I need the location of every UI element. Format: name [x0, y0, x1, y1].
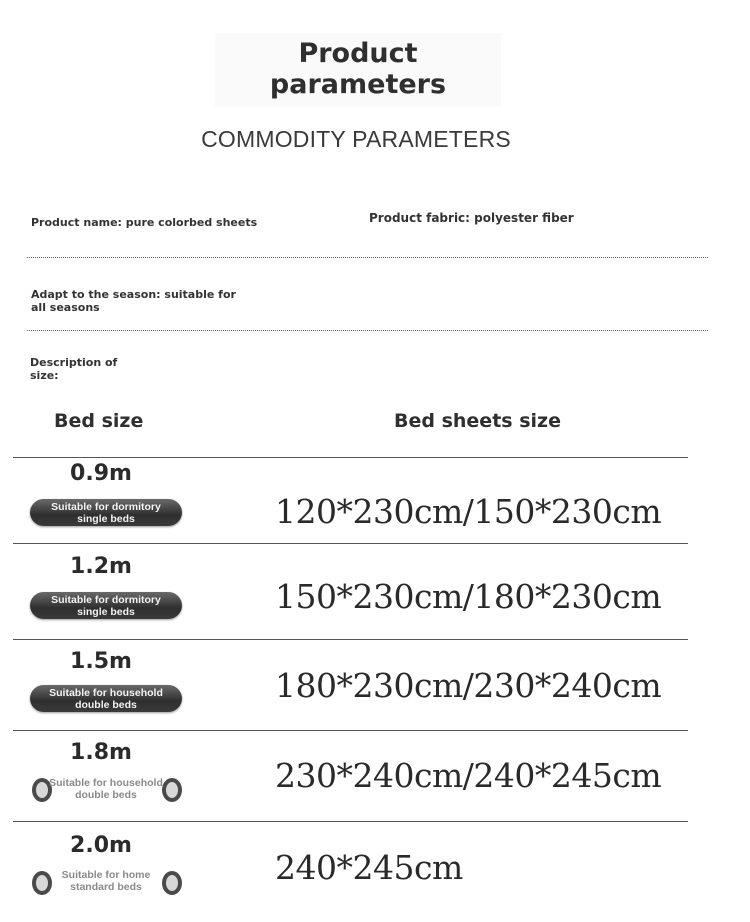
title-line-2: parameters — [269, 69, 447, 100]
usage-badge-text: Suitable for household double beds — [49, 776, 163, 801]
product-fabric: Product fabric: polyester fiber — [369, 211, 574, 225]
usage-badge — [30, 499, 182, 526]
usage-badge-text: Suitable for dormitory single beds — [51, 593, 161, 618]
row-divider — [13, 457, 688, 458]
row-divider — [13, 543, 688, 544]
bed-size-label: 1.5m — [70, 649, 132, 674]
usage-badge — [30, 592, 182, 619]
product-name: Product name: pure colorbed sheets — [31, 216, 258, 229]
season-info — [31, 288, 236, 314]
page-title — [215, 38, 501, 100]
usage-badge-text: Suitable for dormitory single beds — [51, 500, 161, 525]
column-header-sheet-size: Bed sheets size — [394, 410, 561, 432]
bed-size-label: 0.9m — [70, 461, 132, 486]
sheet-dimensions: 180*230cm/230*240cm — [275, 666, 662, 705]
column-header-bed-size: Bed size — [54, 410, 144, 432]
size-desc-line-2: size: — [30, 369, 59, 382]
usage-badge-text: Suitable for household double beds — [49, 686, 163, 711]
season-line-2: all seasons — [31, 301, 100, 314]
bed-size-label: 1.8m — [70, 740, 132, 765]
title-line-1: Product — [298, 38, 418, 69]
sheet-dimensions: 150*230cm/180*230cm — [275, 577, 662, 616]
size-desc-line-1: Description of — [30, 356, 118, 369]
sheet-dimensions: 120*230cm/150*230cm — [275, 492, 662, 531]
usage-badge-text: Suitable for home standard beds — [61, 868, 151, 893]
season-line-1: Adapt to the season: suitable for — [31, 288, 236, 301]
bed-size-label: 2.0m — [70, 833, 132, 858]
usage-badge — [30, 775, 182, 802]
row-divider — [13, 639, 688, 640]
size-description — [30, 356, 117, 382]
usage-badge — [30, 867, 182, 894]
dotted-divider — [27, 330, 708, 331]
sheet-dimensions: 230*240cm/240*245cm — [275, 756, 662, 795]
sheet-dimensions: 240*245cm — [275, 848, 463, 887]
row-divider — [13, 730, 688, 731]
usage-badge — [30, 685, 182, 712]
bed-size-label: 1.2m — [70, 554, 132, 579]
row-divider — [13, 821, 688, 822]
dotted-divider — [27, 257, 708, 258]
page-subtitle: COMMODITY PARAMETERS — [201, 126, 511, 152]
